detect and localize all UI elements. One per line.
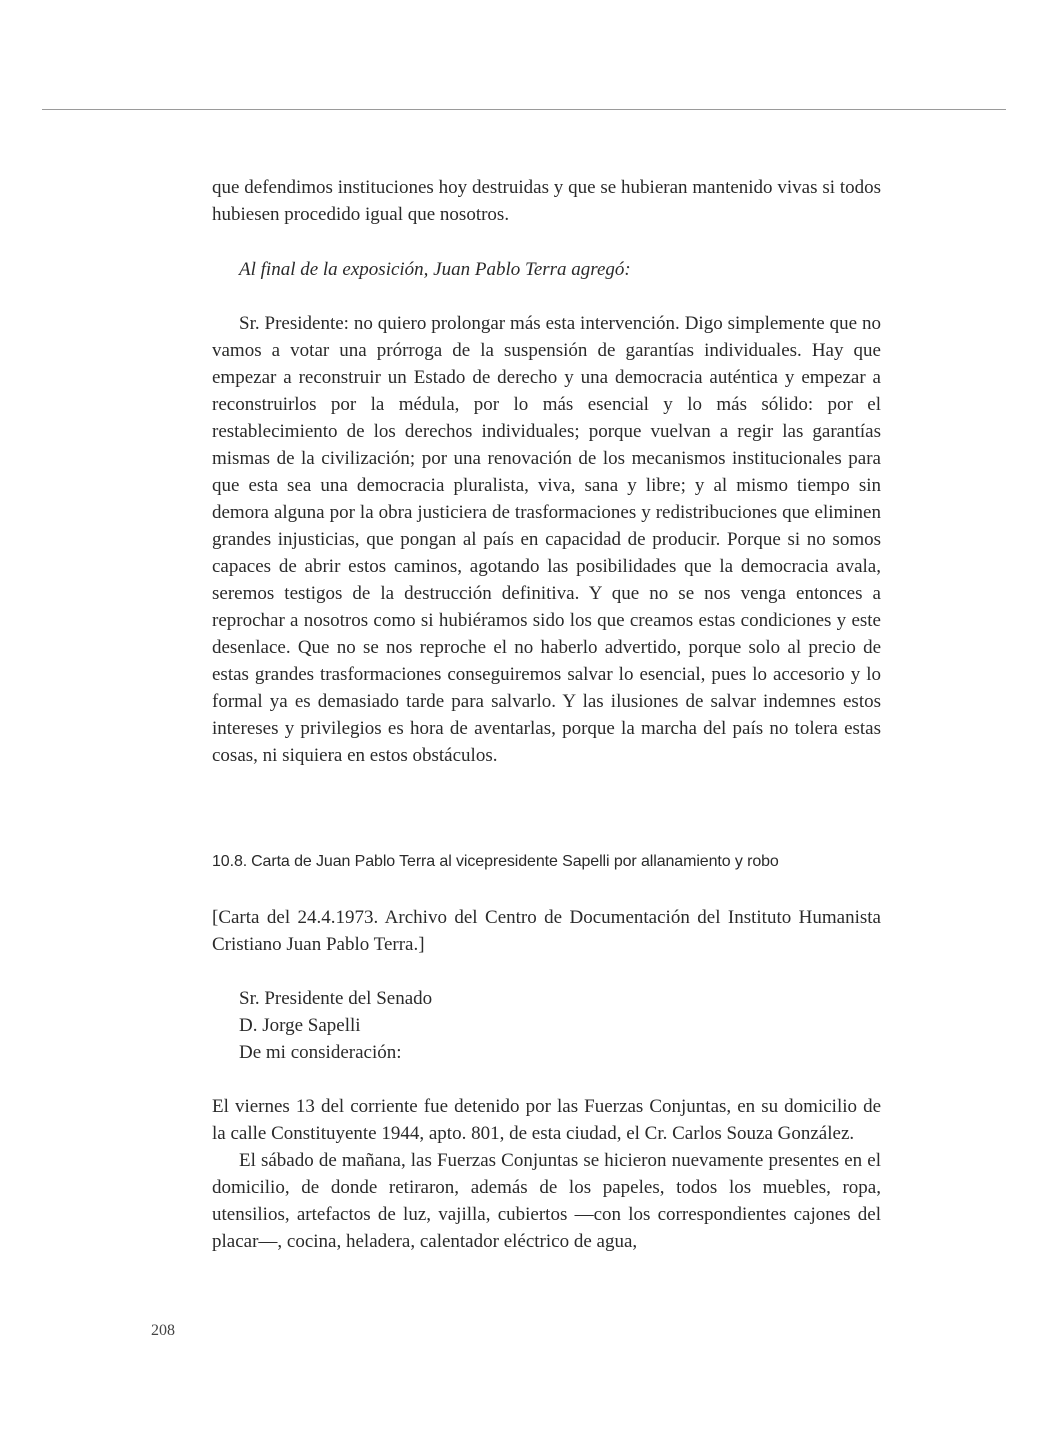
speech-text: Sr. Presidente: no quiero prolongar más esta intervención. Digo simplemente que no vamos a votar una prórroga de la suspensión de garantías individuales. Hay que empezar a reconstruir un Estado de derecho y una democracia auténtica y empezar a reconstruirlos por la médula, por lo más esencial y lo más sólido: por el restablecimiento de los derechos individuales; porque vuelvan a regir las garantías mismas de la civilización; por una renovación de los mecanismos institucionales para que esta sea una democracia pluralista, viva, sana y libre; y al mismo tiempo sin demora alguna por la obra justiciera de trasformaciones y redistribuciones que eliminen grandes injusticias, que pongan al país en capacidad de producir. Porque si no somos capaces de abrir estos caminos, agotando las posibilidades que la democracia avala, seremos testigos de la destrucción definitiva. Y que no se nos venga entonces a reprochar a nosotros como si hubiéramos sido los que creamos estas condiciones y este desenlace. Que no se nos reproche el no haberlo advertido, porque solo al precio de estas grandes trasformaciones conseguiremos salvar lo esencial, pues lo accesorio y lo formal ya es demasiado tarde para salvarlo. Y las ilusiones de salvar indemnes estos intereses y privilegios es hora de aventarlas, porque la marcha del país no tolera estas cosas, ni siquiera en estos obstáculos.: [212, 313, 881, 766]
letter-body: [212, 1093, 881, 1255]
salutation-line: De mi consideración:: [239, 1042, 402, 1063]
salutation-line: D. Jorge Sapelli: [239, 1015, 361, 1036]
source-note: [212, 904, 881, 958]
header-rule: [42, 109, 1006, 110]
intro-text: que defendimos instituciones hoy destruidas y que se hubieran mantenido vivas si todos hubiesen procedido igual que nosotros.: [212, 177, 881, 225]
section-heading: [212, 850, 881, 874]
editorial-note-text: Al final de la exposición, Juan Pablo Terra agregó:: [239, 259, 631, 280]
section-title: Carta de Juan Pablo Terra al vicepresidente Sapelli por allanamiento y robo: [251, 853, 779, 870]
page-number: 208: [151, 1322, 175, 1339]
letter-salutation: [239, 985, 432, 1066]
letter-paragraph-1: El viernes 13 del corriente fue detenido por las Fuerzas Conjuntas, en su domicilio de la calle Constituyente 1944, apto. 801, de esta ciudad, el Cr. Carlos Souza González.: [212, 1096, 881, 1144]
letter-paragraph-2: El sábado de mañana, las Fuerzas Conjuntas se hicieron nuevamente presentes en el domicilio, de donde retiraron, además de los papeles, todos los muebles, ropa, utensilios, artefactos de luz, vajilla, cubiertos —con los correspondientes cajones del placar—, cocina, heladera, calentador eléctrico de agua,: [212, 1150, 881, 1252]
intro-paragraph: [212, 174, 881, 228]
source-note-text: [Carta del 24.4.1973. Archivo del Centro de Documentación del Instituto Humanista Cristiano Juan Pablo Terra.]: [212, 907, 881, 955]
editorial-note: [212, 256, 881, 283]
salutation-line: Sr. Presidente del Senado: [239, 988, 433, 1009]
speech-paragraph: [212, 310, 881, 769]
section-number: 10.8.: [212, 853, 248, 870]
